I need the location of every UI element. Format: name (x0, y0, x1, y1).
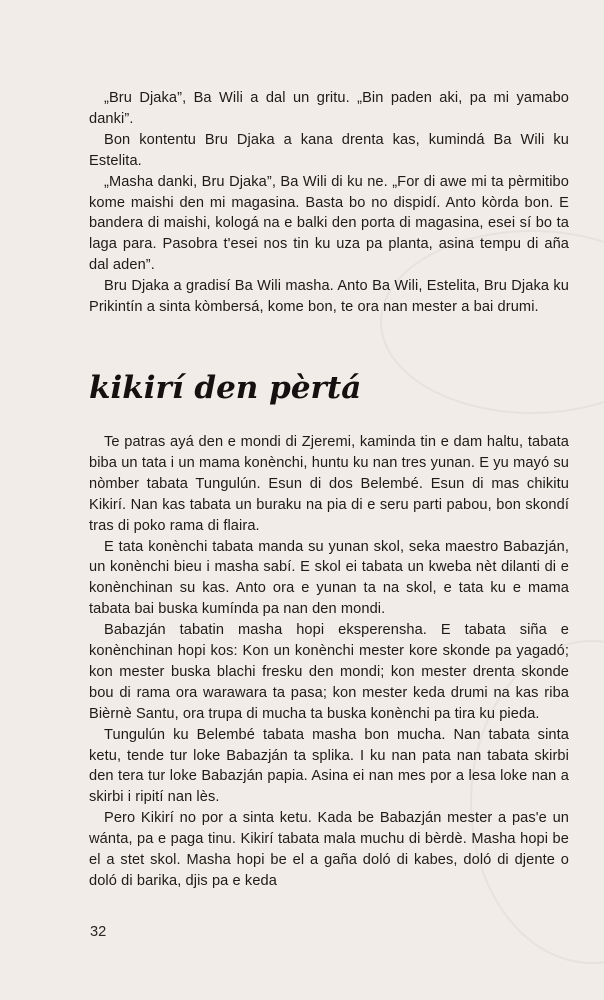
chapter-heading: kikirí den pèrtá (89, 369, 362, 406)
paragraph: E tata konènchi tabata manda su yunan skol, seka maestro Babazján, un konènchi bieu i masha sabí. E skol ei tabata un kweba nèt dilanti di e konènchinan su kas. Anto ora e yunan ta na skol, e tata ku e mama tabata bai buska kumínda pa nan den mondi. (89, 538, 569, 618)
paragraph: Te patras ayá den e mondi di Zjeremi, kaminda tin e dam haltu, tabata biba un tata i un mama konènchi, huntu ku nan tres yunan. E yu mayó su nòmber tabata Tungulún. Esun di dos Belembé. Esun di mas chikitu Kikirí. Nan kas tabata un buraku na pia di e seru parti pabou, bon skondí tras di poko rama di flaira. (89, 433, 569, 534)
paragraph: Bon kontentu Bru Djaka a kana drenta kas, kumindá Ba Wili ku Estelita. (89, 131, 569, 169)
paragraph: Tungulún ku Belembé tabata masha bon mucha. Nan tabata sinta ketu, tende tur loke Babazján ta splika. I ku nan pata nan tabata skirbi den tera tur loke Babazján papia. Asina ei nan mes por a lesa loke nan a skirbi i ripití nan lès. (89, 726, 569, 806)
page-number: 32 (90, 924, 107, 940)
paragraph: Pero Kikirí no por a sinta ketu. Kada be Babazján mester a pas'e un wánta, pa e paga tinu. Kikirí tabata mala muchu di bèrdè. Masha hopi be el a stet skol. Masha hopi be el a gaña doló di kabes, doló di djente o doló di barika, djis pa e keda (89, 810, 569, 889)
chapter-body (89, 432, 569, 892)
paragraph: Babazján tabatin masha hopi eksperensha. E tabata siña e konènchinan hopi kos: Kon un konènchi mester kore skonde pa yagadó; kon mester buska blachi fresku den mondi; kon mester drenta skonde bou di rama ora warawara ta pasa; kon mester keda drumi na kas riba Bièrnè Santu, ora trupa di mucha ta buska konènchi pa tira ku pieda. (89, 622, 569, 722)
paragraph: Bru Djaka a gradisí Ba Wili masha. Anto Ba Wili, Estelita, Bru Djaka ku Prikintín a sinta kòmbersá, kome bon, te ora nan mester a bai drumi. (89, 278, 569, 316)
text-block (89, 88, 569, 892)
paragraph: „Masha danki, Bru Djaka”, Ba Wili di ku ne. „For di awe mi ta pèrmitibo kome maishi den mi magasina. Basta bo no dispidí. Anto kòrda bon. E bandera di maishi, kologá na e balki den porta di magasina, esei sí bo ta laga para. Pasobra t'esei nos tin ku uza pa planta, asina tempu di aña dal aden”. (89, 173, 569, 274)
paragraph: „Bru Djaka”, Ba Wili a dal un gritu. „Bin paden aki, pa mi yamabo danki”. (89, 90, 569, 127)
